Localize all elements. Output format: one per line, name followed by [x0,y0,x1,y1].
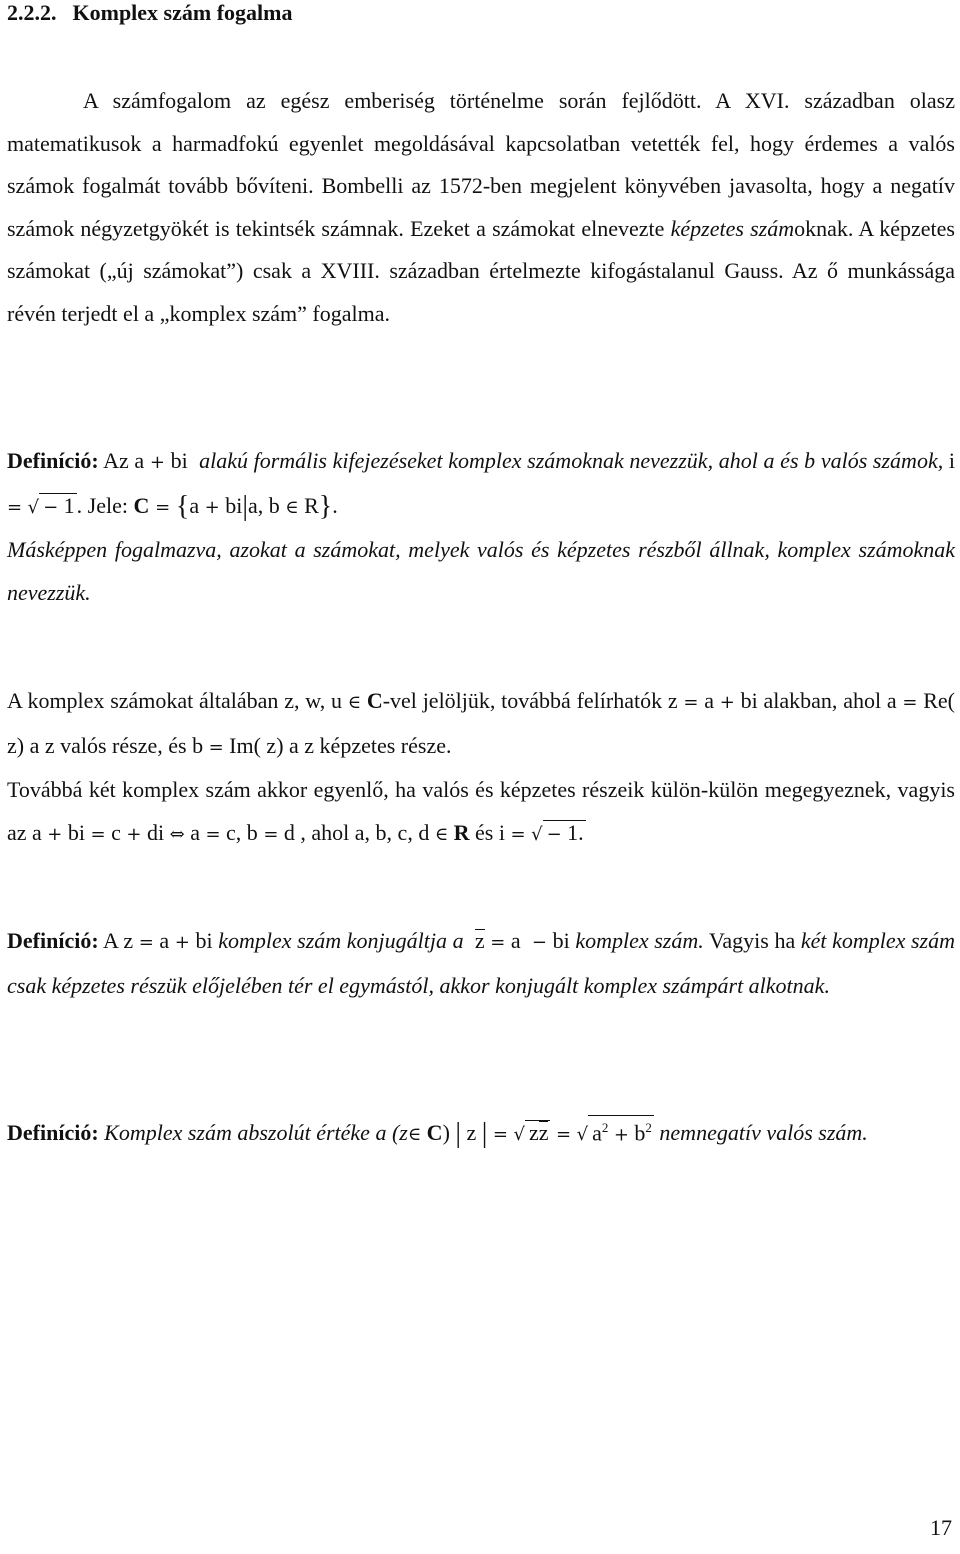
def2-bi2: bi [546,928,576,953]
definition-label: Definíció: [7,928,99,953]
equals-sign: = [7,496,23,518]
a: a [592,1120,602,1145]
equals-sign: = [492,1124,508,1145]
eq-cb: c, b [220,819,264,845]
def3-paren: ) [442,1120,456,1145]
def1-jele: . Jele: [76,492,134,518]
abs-z: z [466,1120,477,1145]
complex-set-symbol: C [133,492,150,518]
plus-sign: + [149,452,165,473]
set-bi: bi [219,492,243,518]
iff-arrow: ⇔ [169,823,185,845]
b: b [634,1120,646,1145]
element-of-sign: ∈ [407,1124,422,1145]
def1-rephrase: Másképpen fogalmazva, azokat a számokat, melyek valós és képzetes részből állnak, komplex számoknak nevezzük. [7,537,955,605]
sqrt-minus-one: √ − 1. [531,819,584,845]
def1-text: Az a [98,448,150,473]
def2-z: A z [98,928,139,953]
def2-italic: komplex szám konjugáltja a [218,928,470,953]
z: z [528,1120,539,1145]
plus-sign: + [613,1124,629,1145]
page-number: 17 [930,1515,952,1540]
sqrt-minus-one: √ − 1 [27,492,75,518]
intro-paragraph [7,80,955,336]
intro-emphasis: képzetes szám [670,215,795,241]
def2-a2: a [505,928,527,953]
eq-c: c [105,819,127,845]
def2-italic-2: komplex szám. [575,928,704,953]
definition-1: Definíció: Az a + bi alakú formális kifejezéseket komplex számoknak nevezzük, ahol a és b valós számok, i = √ − 1. Jele: C = {a + bi|a, b ∈ R}. Másképpen fogalmazva, azokat a számokat, melyek valós és képzetes részből állnak, komplex számoknak nevezzük. [7,448,955,605]
section-title: Komplex szám fogalma [72,0,293,25]
equality-text: Továbbá két komplex szám akkor egyenlő, ha valós és képzetes részeik külön-külön megegyeznek, vagyis az a [7,777,955,845]
z-conjugate: z [474,928,485,953]
set-a: a [189,492,205,518]
def3-italic-2: nemnegatív valós szám. [653,1120,868,1145]
one: 1 [63,492,75,518]
equals-sign: = [138,932,154,953]
notation-text-3: bi alakban, ahol a [734,688,903,713]
square: 2 [601,1119,609,1135]
section-heading [7,0,292,26]
minus-sign: − [43,496,59,518]
notation-text-4: Re( z) a z valós része, és b [7,688,955,758]
def2-italic-3: két komplex szám csak képzetes részük előjelében tér el egymástól, akkor konjugált komplex számpárt alkotnak. [7,928,955,998]
def2-a: a [153,928,175,953]
def1-italic-text: alakú formális kifejezéseket komplex számoknak nevezzük, ahol a és b valós számok, [199,448,944,473]
def1-bi: bi [164,448,194,473]
equals-sign: = [683,692,699,713]
def1-i: i [943,448,955,473]
eq-d: d , ahol a, b, c, d [278,819,435,845]
eq-a: a [184,819,206,845]
sqrt-a2-b2: √ $a^2 + b^2$ [577,1112,654,1157]
definition-label: Definíció: [7,1120,99,1145]
minus-sign: − [546,823,562,845]
element-of-sign: ∈ [347,692,362,713]
notation-text-1: A komplex számokat általában z, w, u [7,688,348,713]
eq-di: di [141,819,170,845]
complex-set-symbol: C [426,1120,443,1145]
minus-sign: − [531,932,547,953]
set-R: R [298,492,319,518]
sqrt-zz: √ zz [513,1120,549,1145]
def2-bi: bi [189,928,219,953]
eq-es-i: és i [469,819,511,845]
eq-bi: bi [62,819,91,845]
real-set-symbol: R [453,819,470,845]
complex-set-symbol: C [366,688,383,713]
notation-text-5: Im( z) a z képzetes része. [223,732,452,758]
one: 1. [567,819,584,845]
notation-a: a [698,688,720,713]
intro-text-1: A számfogalom az egész emberiség történelme során fejlődött. A XVI. században olasz matematikusok a harmadfokú egyenlet megoldásával kapcsolatban vetették fel, hogy érdemes a valós számok fogalmát tovább bővíteni. Bombelli az 1572-ben megjelent könyvében javasolta, hogy a negatív számok négyzetgyökét is tekintsék számnak. Ezeket a számokat elnevezte [7,88,955,241]
set-ab: a, b [247,492,286,518]
section-number: 2.2.2. [7,0,57,25]
period: . [332,492,338,518]
definition-2: Definíció: A z = a + bi komplex szám konjugáltja a z = a − bi komplex szám. Vagyis ha két komplex szám csak képzetes részük előjelében tér el egymástól, akkor konjugált komplex számpárt alkotnak. [7,928,955,998]
notation-text-2: -vel jelöljük, továbbá felírhatók z [382,688,684,713]
definition-label: Definíció: [7,448,99,473]
def2-text: Vagyis ha [703,928,801,953]
element-of-sign: ∈ [285,496,299,518]
def3-italic: Komplex szám abszolút értéke a (z [98,1120,408,1145]
intro-text-2: oknak. A képzetes számokat („új számokat”) csak a XVIII. században értelmezte kifogástalanul Gauss. Az ő munkássága révén terjedt el a „komplex szám” fogalma. [7,215,955,326]
plus-sign: + [174,932,190,953]
plus-sign: + [719,692,735,713]
notation-paragraph: A komplex számokat általában z, w, u ∈ C-vel jelöljük, továbbá felírhatók z = a + bi alakban, ahol a = Re( z) a z valós része, és b = Im( z) a z képzetes része. Továbbá két komplex szám akkor egyenlő, ha valós és képzetes részeik külön-külön megegyeznek, vagyis az a + bi = c + di ⇔ a = c, b = d , ahol a, b, c, d ∈ R és i = √ − 1. [7,680,955,856]
z-conjugate: z [538,1120,549,1145]
definition-3: Definíció: Komplex szám abszolút értéke a (z∈ C) | z | = √ zz = √ $a^2 + b^2$ nemnegatív valós szám. [7,1112,955,1157]
